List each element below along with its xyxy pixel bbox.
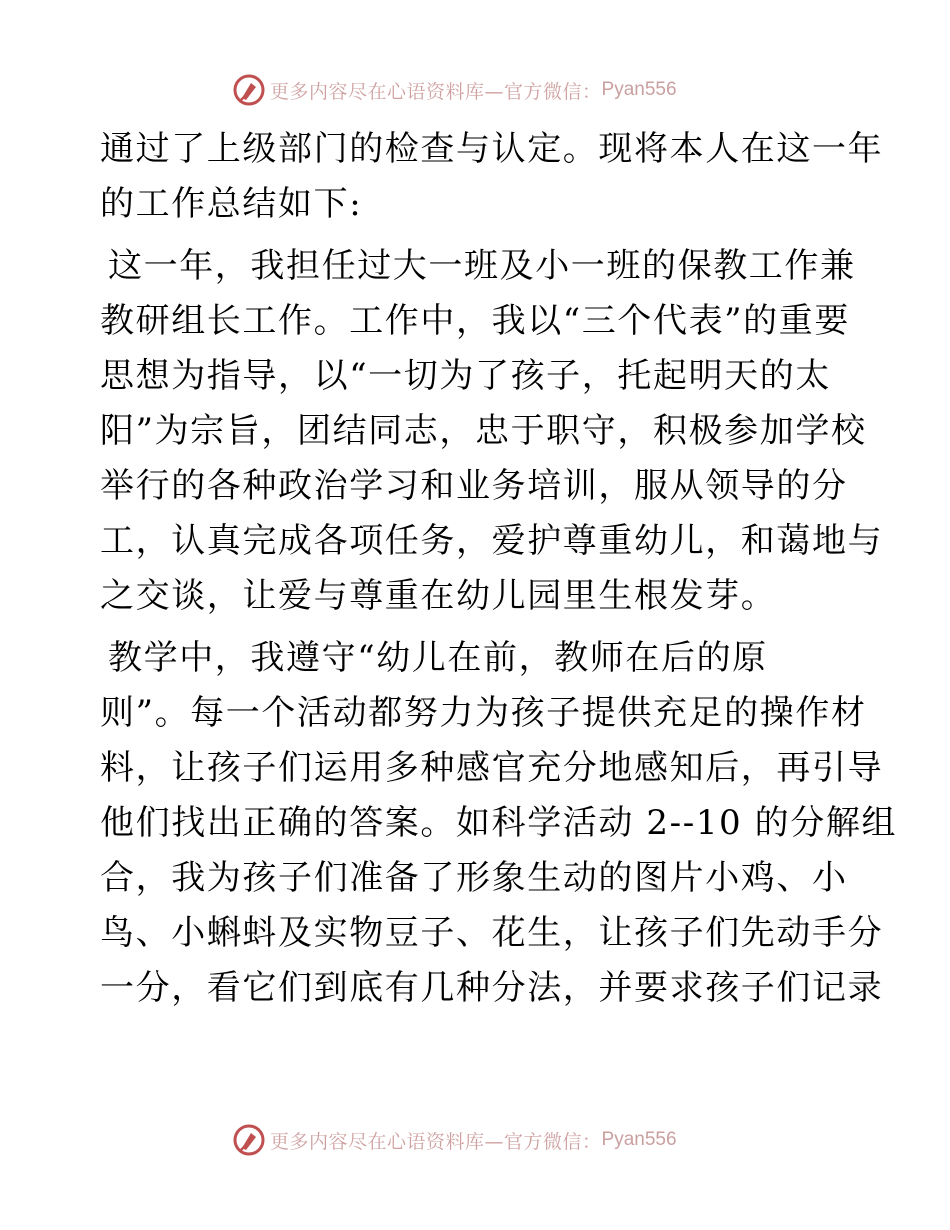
- watermark-text: 更多内容尽在心语资料库—官方微信：: [270, 1130, 602, 1153]
- text-line: 他们找出正确的答案。如科学活动 2--10 的分解组: [100, 803, 898, 843]
- pen-nib-logo-icon: [232, 1123, 266, 1157]
- document-body: [100, 126, 898, 1020]
- text-line: 一分，看它们到底有几种分法，并要求孩子们记录: [100, 968, 884, 1008]
- text-line: 料，让孩子们运用多种感官充分地感知后，再引导: [100, 748, 884, 788]
- text-line: 教学中，我遵守“幼儿在前，教师在后的原: [108, 638, 768, 678]
- watermark-header: [232, 73, 677, 107]
- text-line: 则”。每一个活动都努力为孩子提供充足的操作材: [100, 693, 867, 733]
- watermark-footer: [232, 1123, 677, 1157]
- text-line: 这一年，我担任过大一班及小一班的保教工作兼: [108, 246, 856, 286]
- text-line: 通过了上级部门的检查与认定。现将本人在这一年: [100, 129, 884, 169]
- text-line: 阳”为宗旨，团结同志，忠于职守，积极参加学校: [100, 411, 867, 451]
- text-line: 合，我为孩子们准备了形象生动的图片小鸡、小: [100, 858, 848, 898]
- text-line: 工，认真完成各项任务，爱护尊重幼儿，和蔼地与: [100, 521, 884, 561]
- text-line: 教研组长工作。工作中，我以“三个代表”的重要: [100, 301, 850, 341]
- text-line: 举行的各种政治学习和业务培训，服从领导的分: [100, 466, 848, 506]
- watermark-wechat-id: Pyan556: [601, 79, 677, 100]
- pen-nib-logo-icon: [232, 73, 266, 107]
- text-line: 鸟、小蝌蚪及实物豆子、花生，让孩子们先动手分: [100, 913, 884, 953]
- text-line: 思想为指导，以“一切为了孩子，托起明天的太: [100, 356, 831, 396]
- watermark-wechat-id: Pyan556: [601, 1129, 677, 1150]
- watermark-text: 更多内容尽在心语资料库—官方微信：: [270, 80, 602, 103]
- text-line: 的工作总结如下:: [100, 184, 363, 224]
- text-line: 之交谈，让爱与尊重在幼儿园里生根发芽。: [100, 576, 777, 616]
